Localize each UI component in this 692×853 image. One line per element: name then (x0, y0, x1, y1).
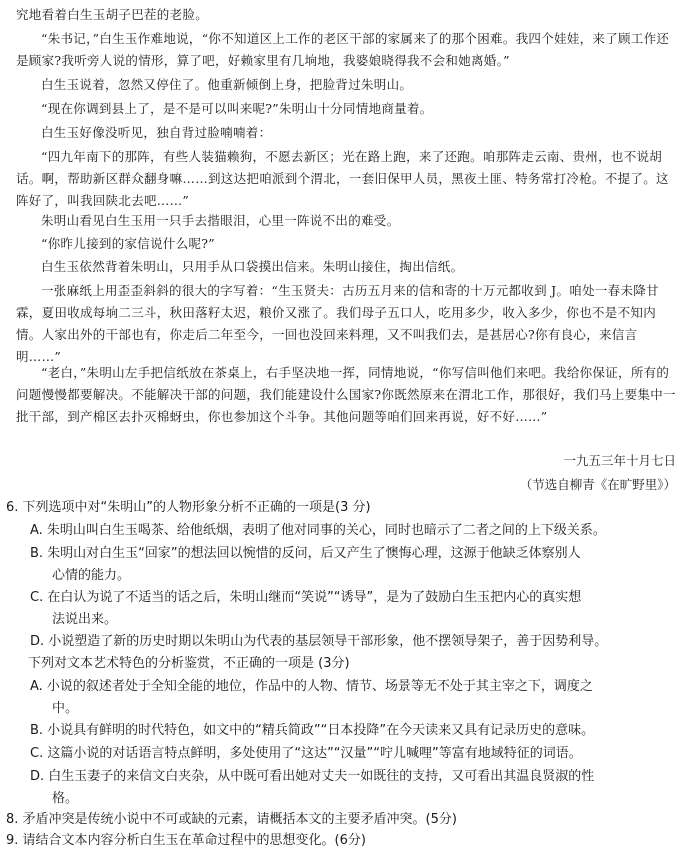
question-7-stem: 下列对文本艺术特色的分析鉴赏，不正确的一项是 (3分) (28, 656, 350, 671)
passage-paragraph: “四九年南下的那阵，有些人装猫赖狗，不愿去新区；光在路上跑，来了还跑。咱那阵走云南、贵州，也不说胡话。啊，帮助新区群众翻身嘛……到这达把咱派到个渭北，一套旧保甲人员，黑夜土匪、特务常打冷枪。不提了。这阵好了，叫我回陕北去吧……” (16, 149, 669, 208)
option-text: A. 小说的叙述者处于全知全能的地位，作品中的人物、情节、场景等无不处于其主宰之下，调度之 (30, 679, 593, 694)
passage-paragraph: “朱书记，”白生玉作难地说，“你不知道区上工作的老区干部的家属来了的那个困难。我四个娃娃，来了顾工作还是顾家?我听旁人说的情形，算了吧，好赖家里有几垧地，我婆娘晓得我不会和她离婚。” (16, 31, 670, 68)
question-7-option-d (30, 766, 682, 810)
option-text-continued: 格。 (52, 791, 79, 806)
option-text: C. 在白认为说了不适当的话之后，朱明山继而“笑说”“诱导”，是为了鼓励白生玉把内心的真实想 (30, 590, 582, 605)
passage-paragraph: 白生玉依然背着朱明山，只用手从口袋摸出信来。朱明山接住，掏出信纸。 (41, 259, 464, 274)
option-text-continued: 心情的能力。 (52, 568, 131, 583)
question-6-option-a: A. 朱明山叫白生玉喝茶、给他纸烟，表明了他对同事的关心，同时也暗示了二者之间的上下级关系。 (30, 523, 606, 538)
passage-date: 一九五三年十月七日 (563, 453, 676, 468)
passage-paragraph: 白生玉好像没听见，独自背过脸喃喃着： (41, 125, 272, 140)
option-text: B. 朱明山对白生玉“回家”的想法回以惋惜的反问，后又产生了懊悔心理，这源于他缺乏体察别人 (30, 546, 581, 561)
question-7-option-b: B. 小说具有鲜明的时代特色，如文中的“精兵简政”“日本投降”在今天读来又具有记录历史的意味。 (30, 723, 595, 738)
question-6-option-b (30, 543, 682, 587)
passage-source: （节选自柳青《在旷野里》） (519, 477, 676, 492)
passage-paragraph: 白生玉说着，忽然又停住了。他重新倾倒上身，把脸背过朱明山。 (41, 77, 413, 92)
option-text-continued: 中。 (52, 701, 79, 716)
passage-paragraph: “现在你调到县上了，是不是可以叫来呢?”朱明山十分同情地商量着。 (41, 101, 433, 116)
option-text: D. 白生玉妻子的来信文白夹杂，从中既可看出她对丈夫一如既往的支持，又可看出其温良贤淑的性 (30, 769, 595, 784)
passage-line: 究地看着白生玉胡子巴茬的老脸。 (16, 7, 209, 22)
passage-paragraph: 一张麻纸上用歪歪斜斜的很大的字写着：“生玉贤夫：古历五月来的信和寄的十万元都收到 J。咱处一春未降甘霖，夏田收成每垧二三斗，秋田落籽太迟，粮价又涨了。我们母子五口人，吃用多少，收入多少，你也不是不知内情。人家出外的干部也有，你走后二年至今，一回也没回来料理，又不叫我们去，是甚居心?你有良心，来信言明……” (16, 283, 659, 364)
passage-paragraph: “你昨儿接到的家信说什么呢?” (41, 236, 215, 251)
question-8: 8. 矛盾冲突是传统小说中不可或缺的元素，请概括本文的主要矛盾冲突。(5分) (6, 812, 457, 827)
passage-paragraph: “老白，”朱明山左手把信纸放在茶桌上，右手坚决地一挥，同情地说，“你写信叫他们来吧。我给你保证，所有的问题慢慢都要解决。不能解决干部的问题，我们能建设什么国家?你既然原来在渭北工作，那很好，我们马上要集中一批干部，到产棉区去扑灭棉蚜虫，你也参加这个斗争。其他问题等咱们回来再说，好不好……” (16, 365, 676, 424)
question-6-option-c (30, 587, 682, 631)
option-text-continued: 法说出来。 (52, 612, 118, 627)
question-7-option-a (30, 676, 682, 720)
question-9: 9. 请结合文本内容分析白生玉在革命过程中的思想变化。(6分) (6, 833, 366, 848)
passage-paragraph: 朱明山看见白生玉用一只手去揩眼泪，心里一阵说不出的难受。 (41, 213, 400, 228)
question-6-stem: 6. 下列选项中对“朱明山”的人物形象分析不正确的一项是(3 分) (6, 500, 371, 515)
question-7-option-c: C. 这篇小说的对话语言特点鲜明，多处使用了“这达”“汉量”“咛儿喊哩”等富有地域特征的词语。 (30, 746, 582, 761)
question-6-option-d: D. 小说塑造了新的历史时期以朱明山为代表的基层领导干部形象，他不摆领导架子，善于因势利导。 (30, 634, 608, 649)
